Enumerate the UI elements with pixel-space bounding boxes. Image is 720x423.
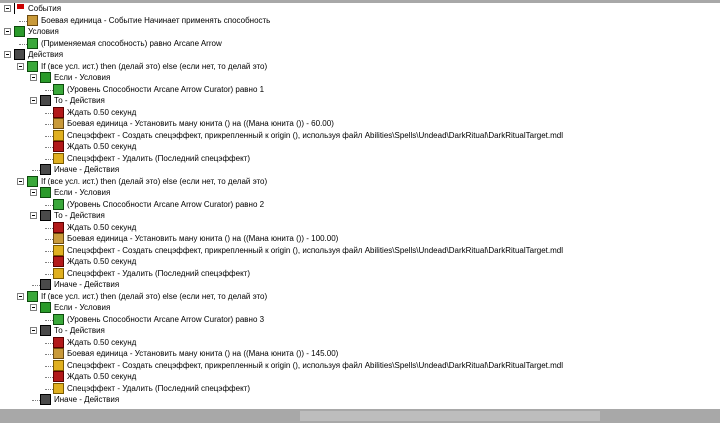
collapse-toggle-icon[interactable] (17, 178, 24, 185)
tree-row-label: (Уровень Способности Arcane Arrow Curator) равно 2 (67, 199, 265, 209)
tree-row-label: Действия (28, 50, 64, 59)
condition-icon (40, 187, 51, 198)
tree-row-label: То - Действия (54, 326, 105, 335)
tree-row[interactable] (0, 314, 720, 326)
tree-row[interactable] (0, 337, 720, 349)
collapse-toggle-icon[interactable] (30, 97, 37, 104)
tree-row[interactable] (0, 279, 720, 291)
collapse-toggle-icon[interactable] (4, 5, 11, 12)
tree-row[interactable] (0, 268, 720, 280)
collapse-toggle-icon[interactable] (4, 51, 11, 58)
tree-connector (45, 239, 53, 240)
tree-connector (32, 400, 40, 401)
tree-row-label: Ждать 0.50 секунд (67, 372, 137, 381)
tree-row-label: Условия (28, 27, 59, 36)
tree-row-label: Спецэффект - Удалить (Последний спецэффект) (67, 268, 250, 278)
tree-row[interactable] (0, 72, 720, 84)
tree-connector (45, 90, 53, 91)
flag-icon (14, 3, 25, 14)
condition-question-icon (27, 38, 38, 49)
condition-icon (40, 72, 51, 83)
tree-row[interactable] (0, 26, 720, 38)
special-effect-icon (53, 245, 64, 256)
unit-icon (53, 348, 64, 359)
tree-row-label: То - Действия (54, 211, 105, 220)
tree-connector (45, 377, 53, 378)
special-effect-icon (53, 268, 64, 279)
condition-icon (40, 302, 51, 313)
tree-connector (45, 205, 53, 206)
tree-row-label: Иначе - Действия (54, 280, 120, 289)
action-icon (40, 95, 51, 106)
tree-row-label: Иначе - Действия (54, 395, 120, 404)
tree-row-label: (Применяемая способность) равно Arcane Arrow (41, 38, 222, 48)
tree-row-label: Если - Условия (54, 188, 111, 197)
tree-row-label: Ждать 0.50 секунд (67, 222, 137, 232)
tree-row[interactable] (0, 107, 720, 119)
tree-row-label: Спецэффект - Удалить (Последний спецэффект) (67, 153, 250, 163)
tree-row[interactable] (0, 360, 720, 372)
collapse-toggle-icon[interactable] (30, 327, 37, 334)
action-icon (40, 164, 51, 175)
wait-icon (53, 337, 64, 348)
tree-row-label: Спецэффект - Создать спецэффект, прикрепленный к origin (), используя файл Abilities\Spells\Undead\DarkRitual\DarkRitualTarget.mdl (67, 130, 564, 140)
tree-row[interactable] (0, 222, 720, 234)
wait-icon (53, 256, 64, 267)
tree-row[interactable] (0, 394, 720, 406)
tree-connector (45, 389, 53, 390)
collapse-toggle-icon[interactable] (30, 74, 37, 81)
wait-icon (53, 141, 64, 152)
special-effect-icon (53, 360, 64, 371)
action-icon (40, 210, 51, 221)
tree-row[interactable] (0, 348, 720, 360)
unit-icon (53, 118, 64, 129)
tree-row-label: Спецэффект - Удалить (Последний спецэффект) (67, 383, 250, 393)
if-icon (27, 176, 38, 187)
scrollbar-thumb[interactable] (300, 411, 600, 421)
action-icon (40, 279, 51, 290)
condition-icon (14, 26, 25, 37)
tree-row-label: Боевая единица - Событие Начинает применять способность (41, 15, 271, 25)
tree-row[interactable] (0, 141, 720, 153)
tree-connector (45, 228, 53, 229)
tree-row[interactable] (0, 383, 720, 395)
if-icon (27, 291, 38, 302)
special-effect-icon (53, 130, 64, 141)
condition-question-icon (53, 199, 64, 210)
tree-row[interactable] (0, 233, 720, 245)
tree-row-label: If (все усл. ист.) then (делай это) else (если нет, то делай это) (41, 176, 268, 186)
tree-connector (45, 366, 53, 367)
tree-row[interactable] (0, 371, 720, 383)
tree-connector (45, 251, 53, 252)
tree-row-label: Иначе - Действия (54, 165, 120, 174)
tree-row[interactable] (0, 84, 720, 96)
tree-row-label: Боевая единица - Установить ману юнита () на ((Мана юнита ()) - 145.00) (67, 349, 339, 358)
tree-row-label: If (все усл. ист.) then (делай это) else (если нет, то делай это) (41, 291, 268, 301)
unit-icon (53, 233, 64, 244)
tree-row-label: Спецэффект - Создать спецэффект, прикрепленный к origin (), используя файл Abilities\Spells\Undead\DarkRitual\DarkRitualTarget.mdl (67, 245, 564, 255)
tree-connector (19, 44, 27, 45)
unit-icon (27, 15, 38, 26)
tree-connector (32, 285, 40, 286)
collapse-toggle-icon[interactable] (17, 63, 24, 70)
wait-icon (53, 371, 64, 382)
tree-connector (45, 354, 53, 355)
tree-row[interactable] (0, 130, 720, 142)
tree-row[interactable] (0, 118, 720, 130)
tree-connector (45, 113, 53, 114)
collapse-toggle-icon[interactable] (30, 304, 37, 311)
collapse-toggle-icon[interactable] (4, 28, 11, 35)
wait-icon (53, 222, 64, 233)
tree-row[interactable] (0, 38, 720, 50)
special-effect-icon (53, 383, 64, 394)
if-icon (27, 61, 38, 72)
tree-connector (45, 262, 53, 263)
tree-connector (19, 21, 27, 22)
tree-row[interactable] (0, 164, 720, 176)
tree-row[interactable] (0, 210, 720, 222)
tree-row[interactable] (0, 95, 720, 107)
tree-row-label: Ждать 0.50 секунд (67, 257, 137, 266)
tree-row-label: Боевая единица - Установить ману юнита () на ((Мана юнита ()) - 100.00) (67, 234, 339, 243)
tree-row[interactable] (0, 61, 720, 73)
tree-connector (45, 136, 53, 137)
tree-connector (45, 147, 53, 148)
tree-row-label: Спецэффект - Создать спецэффект, прикрепленный к origin (), используя файл Abilities\Spells\Undead\DarkRitual\DarkRitualTarget.mdl (67, 360, 564, 370)
tree-row-label: Ждать 0.50 секунд (67, 337, 137, 347)
tree-row[interactable] (0, 325, 720, 337)
tree-row[interactable] (0, 187, 720, 199)
tree-row[interactable] (0, 3, 720, 15)
tree-row[interactable] (0, 256, 720, 268)
tree-connector (45, 159, 53, 160)
tree-connector (45, 320, 53, 321)
action-icon (40, 325, 51, 336)
tree-row[interactable] (0, 15, 720, 27)
tree-row-label: If (все усл. ист.) then (делай это) else (если нет, то делай это) (41, 61, 268, 71)
tree-row[interactable] (0, 291, 720, 303)
tree-row-label: (Уровень Способности Arcane Arrow Curator) равно 3 (67, 314, 265, 324)
collapse-toggle-icon[interactable] (30, 189, 37, 196)
condition-question-icon (53, 314, 64, 325)
tree-row[interactable] (0, 199, 720, 211)
condition-question-icon (53, 84, 64, 95)
tree-row-label: Если - Условия (54, 73, 111, 82)
tree-row[interactable] (0, 245, 720, 257)
collapse-toggle-icon[interactable] (17, 293, 24, 300)
tree-connector (45, 124, 53, 125)
tree-row[interactable] (0, 49, 720, 61)
action-icon (14, 49, 25, 60)
tree-row[interactable] (0, 176, 720, 188)
tree-connector (45, 274, 53, 275)
collapse-toggle-icon[interactable] (30, 212, 37, 219)
tree-row-label: Если - Условия (54, 303, 111, 312)
special-effect-icon (53, 153, 64, 164)
tree-row-label: То - Действия (54, 96, 105, 105)
tree-connector (32, 170, 40, 171)
tree-row-label: События (28, 4, 62, 13)
trigger-tree[interactable] (0, 3, 720, 409)
tree-row-label: (Уровень Способности Arcane Arrow Curator) равно 1 (67, 84, 265, 94)
action-icon (40, 394, 51, 405)
wait-icon (53, 107, 64, 118)
tree-row[interactable] (0, 302, 720, 314)
tree-row-label: Боевая единица - Установить ману юнита () на ((Мана юнита ()) - 60.00) (67, 119, 334, 128)
tree-row[interactable] (0, 153, 720, 165)
tree-connector (45, 343, 53, 344)
tree-row-label: Ждать 0.50 секунд (67, 142, 137, 151)
tree-row-label: Ждать 0.50 секунд (67, 107, 137, 117)
